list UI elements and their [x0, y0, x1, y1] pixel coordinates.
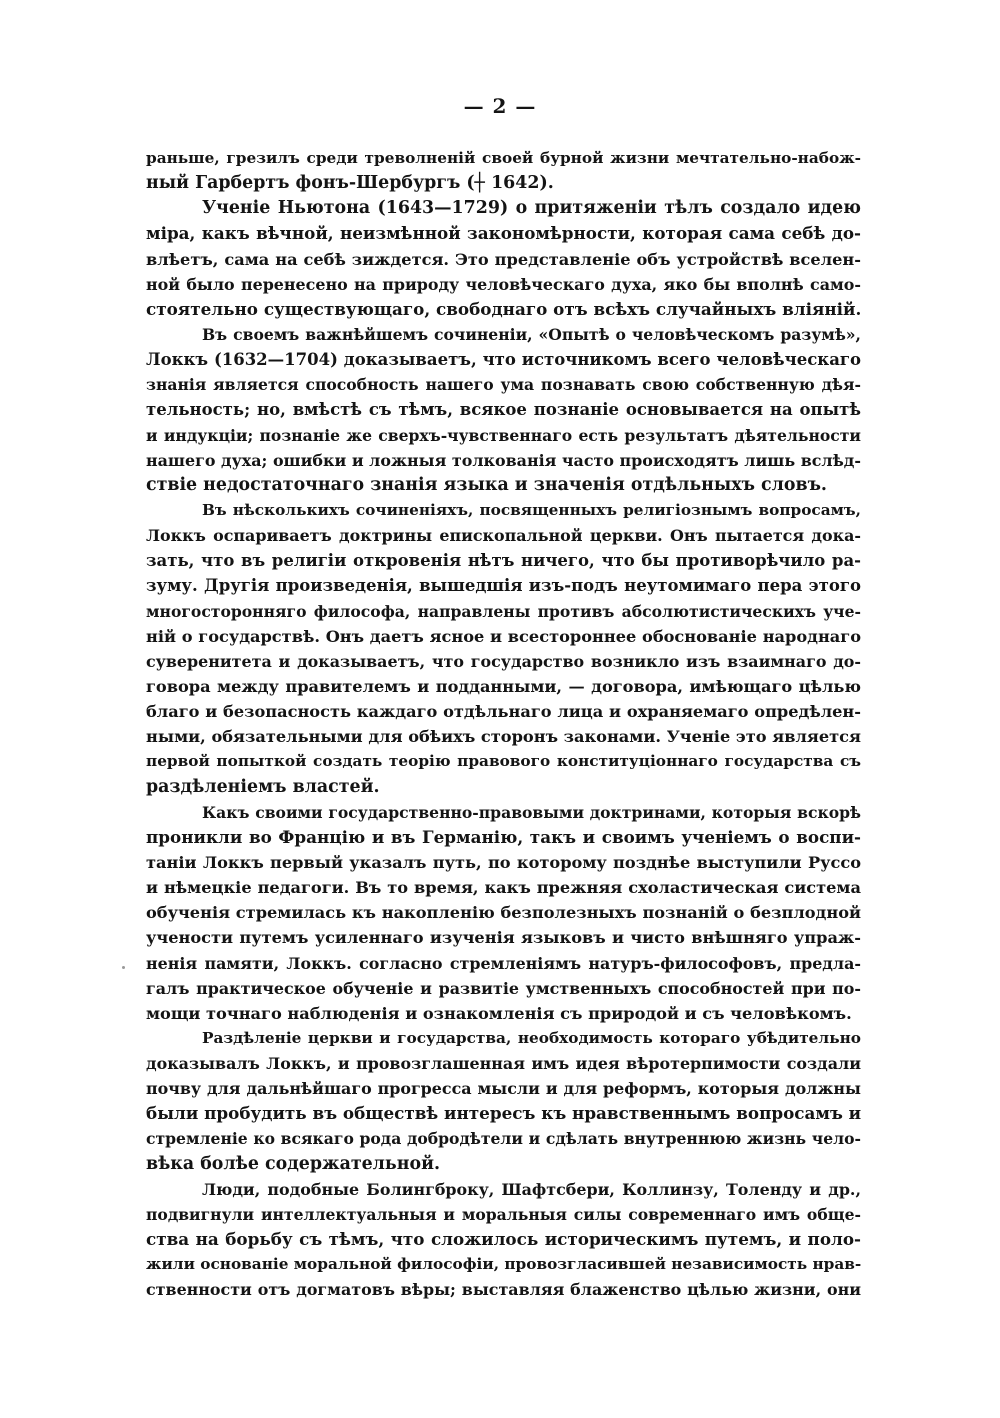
text-line: Въ нѣсколькихъ сочиненіяхъ, посвященныхъ религіознымъ вопросамъ,	[202, 500, 861, 519]
text-line: проникли во Францію и въ Германію, такъ и своимъ ученіемъ о воспи-	[146, 826, 861, 847]
text-line: подвигнули интеллектуальныя и моральныя силы современнаго имъ обще-	[146, 1204, 861, 1224]
text-line: зуму. Другія произведенія, вышедшія изъ-подъ неутомимаго пера этого	[146, 576, 861, 596]
text-line: ный Гарбертъ фонъ-Шербургъ (┼ 1642).	[146, 173, 554, 194]
text-line: и нѣмецкіе педагоги. Въ то время, какъ прежняя схоластическая система	[146, 878, 861, 898]
text-line: ства на борьбу съ тѣмъ, что сложилось историческимъ путемъ, и поло-	[146, 1229, 861, 1250]
text-line: галъ практическое обученіе и развитіе умственныхъ способностей при по-	[146, 978, 861, 998]
text-line: зать, что въ религіи откровенія нѣтъ ничего, что бы противорѣчило ра-	[146, 551, 861, 571]
text-line: говора между правителемъ и подданными, — договора, имѣющаго цѣлью	[146, 676, 861, 696]
text-line: ствіе недостаточнаго знанія языка и значенія отдѣльныхъ словъ.	[146, 474, 827, 495]
text-line: Люди, подобные Болингброку, Шафтсбери, Коллинзу, Толенду и др.,	[202, 1179, 861, 1199]
text-line: первой попыткой создать теорію правового конституціоннаго государства съ	[146, 752, 861, 771]
text-line: Локкъ (1632—1704) доказываетъ, что источникомъ всего человѣческаго	[146, 350, 861, 370]
text-line: почву для дальнѣйшаго прогресса мысли и для реформъ, которыя должны	[146, 1079, 861, 1099]
text-line: Какъ своими государственно-правовыми доктринами, которыя вскорѣ	[202, 802, 861, 822]
text-line: учености путемъ усиленнаго изученія языковъ и чисто внѣшняго упраж-	[146, 928, 861, 948]
text-line: жили основаніе моральной философіи, провозгласившей независимость нрав-	[146, 1255, 861, 1274]
text-line: Раздѣленіе церкви и государства, необходимость котораго убѣдительно	[202, 1028, 861, 1047]
text-line: ненія памяти, Локкъ. согласно стремленіямъ натуръ-философовъ, предла-	[146, 953, 861, 973]
text-line: таніи Локкъ первый указалъ путь, по которому позднѣе выступили Руссо	[146, 852, 861, 872]
text-line: влѣетъ, сама на себѣ зиждется. Это представленіе объ устройствѣ вселен-	[146, 249, 861, 269]
text-line: суверенитета и доказываетъ, что государство возникло изъ взаимнаго до-	[146, 651, 861, 671]
text-line: обученія стремилась къ накопленію безполезныхъ познаній о безплодной	[146, 903, 861, 923]
text-line: были пробудить въ обществѣ интересъ къ нравственнымъ вопросамъ и	[146, 1103, 861, 1124]
text-line: ственности отъ догматовъ вѣры; выставляя блаженство цѣлью жизни, они	[146, 1280, 861, 1300]
margin-mark	[122, 966, 125, 969]
text-line: знанія является способность нашего ума познавать свою собственную дѣя-	[146, 375, 861, 395]
text-line: Ученіе Ньютона (1643—1729) о притяженіи тѣлъ создало идею	[202, 198, 861, 219]
text-line: раздѣленіемъ властей.	[146, 776, 380, 797]
text-line: ной было перенесено на природу человѣческаго духа, яко бы вполнѣ само-	[146, 274, 861, 294]
text-line: мощи точнаго наблюденія и ознакомленія съ природой и съ человѣкомъ.	[146, 1003, 852, 1023]
text-line: стремленіе ко всякаго рода добродѣтели и сдѣлать внутреннюю жизнь чело-	[146, 1129, 861, 1149]
text-line: Локкъ оспариваетъ доктрины епископальной церкви. Онъ пытается дока-	[146, 526, 861, 546]
text-line: раньше, грезилъ среди треволненій своей бурной жизни мечтательно-набож-	[146, 149, 861, 167]
text-line: вѣка болѣе содержательной.	[146, 1153, 441, 1174]
text-line: стоятельно существующаго, свободнаго отъ всѣхъ случайныхъ вліяній.	[146, 298, 861, 319]
text-line: Въ своемъ важнѣйшемъ сочиненіи, «Опытѣ о человѣческомъ разумѣ»,	[202, 324, 861, 344]
page-number: — 2 —	[463, 94, 537, 118]
text-line: доказывалъ Локкъ, и провозглашенная имъ идея вѣротерпимости создали	[146, 1054, 861, 1074]
text-line: ній о государствѣ. Онъ даетъ ясное и всестороннее обоснованіе народнаго	[146, 626, 861, 646]
text-line: міра, какъ вѣчной, неизмѣнной закономѣрности, которая сама себѣ до-	[146, 223, 861, 244]
text-line: и индукціи; познаніе же сверхъ-чувственнаго есть результатъ дѣятельности	[146, 425, 861, 445]
body-text	[146, 146, 861, 1302]
text-line: нашего духа; ошибки и ложныя толкованія часто происходятъ лишь вслѣд-	[146, 450, 861, 470]
text-line: тельность; но, вмѣстѣ съ тѣмъ, всякое познаніе основывается на опытѣ	[146, 400, 861, 420]
text-line: благо и безопасность каждаго отдѣльнаго лица и охраняемаго опредѣлен-	[146, 702, 861, 722]
text-line: многосторонняго философа, направлены противъ абсолютистическихъ уче-	[146, 601, 861, 621]
text-line: ными, обязательными для обѣихъ сторонъ законами. Ученіе это является	[146, 727, 861, 747]
